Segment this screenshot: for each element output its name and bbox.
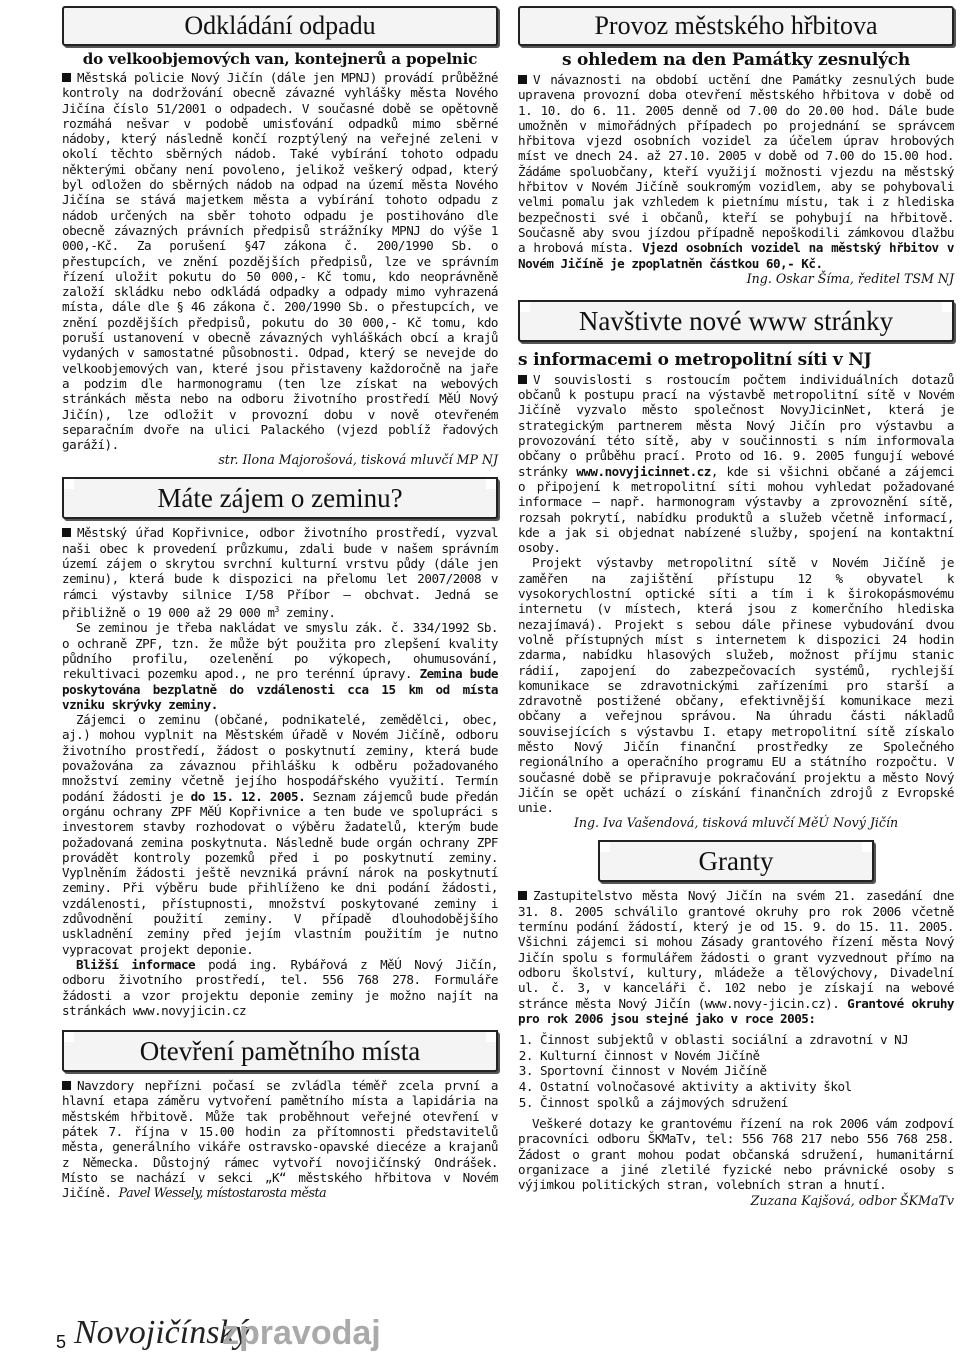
- newsletter-name: Novojičínský: [74, 1314, 250, 1351]
- grant-list: [518, 1032, 954, 1110]
- left-column: [62, 6, 498, 1200]
- list-item: 1. Činnost subjektů v oblasti sociální a zdravotní v NJ: [540, 1032, 954, 1048]
- article-body: V souvislosti s rostoucím počtem individuálních dotazů občanů k postupu prací na výstavbě metropolitní sítě v Novém Jičíně vyzvalo město společnost NovyJicinNet, která je strategickým partnerem města Nový Jičín pro výstavbu a provozování této sítě, aby v součinnosti s ním informovala občany o průběhu prací. Proto od 16. 9. 2005 fungují webové stránky www.novyjicinnet.cz, kde si všichni občané a zájemci o připojení k metropolitní síti mohou vyhledat požadované informace – např. harmonogram výstavby a zprovoznění sítě, rozsah pokrytí, nabídku produktů a služeb včetně informací, kde a jak si objednat nabízené služby, spojení na kontaktní osoby.: [518, 371, 954, 556]
- article-signature: Zuzana Kajšová, odbor ŠKMaTv: [750, 1192, 954, 1208]
- article-paragraph: Se zeminou je třeba nakládat ve smyslu zák. č. 334/1992 Sb. o ochraně ZPF, tzn. že může být použita pro zlepšení kvality půdního profilu, ozelenění po výkopech, ohumusování, rekultivaci pozemku apod., ne pro terénní úpravy. Zemina bude poskytována bezplatně do vzdálenosti cca 15 km od místa vzniku skrývky zeminy.: [62, 620, 498, 712]
- article-title-banner: [62, 477, 498, 519]
- article-paragraph: Veškeré dotazy ke grantovému řízení na rok 2006 vám zodpoví pracovníci odboru ŠKMaTv, tel: 556 768 217 nebo 556 768 258. Žádost o grant mohou podat občanská sdružení, humanitární organizace a jiné zletilé fyzické nebo právnické osoby s výjimkou politických stran, volebních stran a hnutí.: [518, 1116, 954, 1193]
- article-signature: Ing. Oskar Šíma, ředitel TSM NJ: [746, 270, 954, 286]
- list-item: 2. Kulturní činnost v Novém Jičíně: [540, 1048, 954, 1064]
- article-body: Zastupitelstvo města Nový Jičín na svém 21. zasedání dne 31. 8. 2005 schválilo grantové okruhy pro rok 2006 včetně termínu podání žádostí, který je od 15. 9. do 15. 11. 2005. Všichni zájemci si mohou Zásady grantového řízení města Nový Jičín spolu s formulářem žádosti o grant vyzvednout přímo na odboru školství, kultury, mládeže a tělovýchovy, Divadelní ul. č. 3, v kanceláři č. 102 nebo je získají na webové stránce města Nový Jičín (www.novy-jicin.cz). Grantové okruhy pro rok 2006 jsou stejné jako v roce 2005:: [518, 888, 955, 1026]
- article-title-banner: [518, 6, 954, 46]
- newsletter-title: zpravodaj: [222, 1314, 381, 1352]
- article-body: Městský úřad Kopřivnice, odbor životního prostředí, vyzval naši obec k provedení průzkumu, zdali bude v našem správním území zájem o skrytou svrchní kulturní vrstvu půdy (dále jen zeminu), která bude k dispozici na přelomu let 2007/2008 v rámci výstavby silnice I/58 Příbor – obchvat. Jedná se přibližně o 19 000 až 29 000 $m^3$ zeminy.: [62, 525, 498, 621]
- article-body: Městská policie Nový Jičín (dále jen MPNJ) provádí průběžné kontroly na dodržování obecně závazné vyhlášky města Nového Jičína číslo 51/2001 o odpadech. V současné době se opětovně rozmáhá nešvar v podobě umisťování odpadků mimo sběrné nádoby, který následně končí rozptýlený na veřejné zeleni v okolí těchto sběrných nádob. Také vybírání tohoto odpadu některými občany není povoleno, jelikož veškerý odpad, který byl odložen do sběrných nádob na odpad na území města Nového Jičína se stává majetkem města a vybírání tohoto odpadu z nádob určených na sběr tohoto odpadu je postihováno dle obecně závazných právních předpisů strážníky MPNJ do výše 1 000,-Kč. Za porušení §47 zákona č. 200/1990 Sb. o přestupcích, ve znění pozdějších předpisů, lze ve správním řízení uložit pokutu do 50 000,- Kč tomu, kdo neoprávněně založí skládku nebo odkládá odpadky a odpady mimo vyhrazená místa, dále dle § 46 zákona č. 200/1990 Sb. o přestupcích, ve znění pozdějších předpisů, pokutu do 30 000,- Kč tomu, kdo poruší ustanovení v obecně závazných vyhláškách obcí a krajů vydaných v samostatné působnosti. Odpad, který se nevejde do velkoobjemových van, které jsou přistaveny každoročně na jaře a podzim dle harmonogramu (ten lze získat na webových stránkách města nebo na odboru životního prostředí MěÚ Nový Jičín), lze odložit v provozní dobu v nově otevřeném separačním dvoře na ulici Palackého (vjezd poblíž řadových garáží).: [62, 70, 498, 453]
- article-title: Granty: [698, 846, 774, 877]
- article-title: Odkládání odpadu: [184, 11, 376, 40]
- article-title: Navštivte nové www stránky: [578, 305, 894, 336]
- article-title-banner: [598, 840, 874, 882]
- article-paragraph: Zájemci o zeminu (občané, podnikatelé, zemědělci, obec, aj.) mohou vyplnit na Městském úřadě v Novém Jičíně, odboru životního prostředí, žádost o poskytnutí zeminy, která bude považována za závaznou přihlášku k odběru požadovaného množství zeminy včetně jejího hospodářského využití. Termín podání žádosti je do 15. 12. 2005. Seznam zájemců bude předán orgánu ochrany ZPF MěÚ Kopřivnice a ten bude ve spolupráci s investorem stavby rozhodovat o výběru žadatelů, kterým bude požadovaná zemina poskytnuta. Následně bude orgán ochrany ZPF provádět kontroly pozemků před i po poskytnutí zeminy. Vyplněním žádosti ještě nevzniká právní nárok na poskytnutí zeminy. Při výběru bude přihlíženo ke dni podání žádosti, vzdálenosti, přístupnosti, množství poskytované zeminy i zdůvodnění použití zeminy. V případě dlouhodobějšího uskladnění zeminy před jejím vlastním použitím je nutno vypracovat projekt deponie.: [62, 712, 498, 957]
- page-number: 5: [56, 1332, 67, 1352]
- list-item: 3. Sportovní činnost v Novém Jičíně: [540, 1063, 954, 1079]
- page-footer: [56, 1314, 381, 1358]
- right-column: [518, 6, 954, 1208]
- article-subtitle: s informacemi o metropolitní síti v NJ: [518, 349, 872, 370]
- bullet-square-icon: [62, 1081, 71, 1090]
- bullet-square-icon: [518, 375, 527, 384]
- article-signature: Pavel Wessely, místostarosta města: [118, 1185, 327, 1201]
- article-title: Provoz městského hřbitova: [594, 11, 878, 40]
- bullet-square-icon: [518, 891, 527, 900]
- article-signature: str. Ilona Majorošová, tisková mluvčí MP NJ: [218, 452, 498, 468]
- article-title: Máte zájem o zeminu?: [157, 483, 403, 514]
- article-title-banner: [518, 300, 954, 342]
- bullet-square-icon: [62, 73, 71, 82]
- article-signature: Ing. Iva Vašendová, tisková mluvčí MěÚ Nový Jičín: [573, 815, 899, 831]
- article-title: Otevření pamětního místa: [139, 1036, 421, 1067]
- article-title-banner: [62, 1030, 498, 1072]
- article-paragraph: Projekt výstavby metropolitní sítě v Novém Jičíně je zaměřen na zajištění přístupu 12 % obyvatel k vysokorychlostní optické síti a tím i k širokopásmovému internetu (v místech, která jsou z komerčního hlediska nezajímavá). Projekt s sebou dále přinese vybudování dvou volně přístupných míst s internetem k dispozici 24 hodin zdarma, nabídku hlasových služeb, možnost příjmu stanic rádií, zapojení do zabezpečovacích systémů, rychlejší komunikace se zdravotnickými zařízeními pro starší a zdravotně postižené občany, efektivnější komunikace mezi občany a veřejnou správou. Na úhradu části nákladů souvisejících s výstavbu I. etapy metropolitní sítě získalo město Nový Jičín finanční prostředky ze Společného regionálního a operačního programu EU a státního rozpočtu. V současné době se připravuje pokračování projektu a město Nový Jičín se opět uchází o získání finančních zdrojů z Evropské unie.: [518, 555, 954, 816]
- website-link[interactable]: www.novyjicinnet.cz: [576, 463, 711, 479]
- bullet-square-icon: [518, 75, 527, 84]
- article-paragraph: Bližší informace podá ing. Rybářová z MěÚ Nový Jičín, odboru životního prostředí, tel. 556 768 278. Formuláře žádosti a vzor projektu deponie zeminy je možno najít na stránkách www.novyjicin.cz: [62, 956, 498, 1018]
- article-body: V návaznosti na období uctění dne Památky zesnulých bude upravena provozní doba otevření městského hřbitova v době od 1. 10. do 6. 11. 2005 denně od 7.00 do 20.00 hod. Dále bude umožněn v mimořádných případech po projednání se správcem hřbitova vjezd osobních vozidel za účelem úprav hrobových míst ve dnech 24. až 27.10. 2005 v době od 7.00 do 15.00 hod. Žádáme spoluobčany, kteří využijí možnosti vjezdu na městský hřbitov v Novém Jičíně soukromým vozidlem, aby se pohybovali velmi pomalu jak vzhledem k pietnímu místu, tak i z hlediska bezpečnosti své i občanů, kteří se pohybují na hřbitově. Současně aby svou jízdou případně nepoškodili zámkovou dlažbu a hrobová místa. Vjezd osobních vozidel na městský hřbitov v Novém Jičíně je zpoplatněn částkou 60,- Kč.: [518, 72, 954, 271]
- article-subtitle: do velkoobjemových van, kontejnerů a popelnic: [82, 50, 478, 68]
- article-title-banner: [62, 6, 498, 46]
- article-body: Navzdory nepřízni počasí se zvládla téměř zcela první a hlavní etapa záměru vytvoření pamětního místa a lapidária na městském hřbitově. Může tak proběhnout veřejné otevření v pátek 7. října v 15.00 hodin za přítomnosti představitelů města, generálního vikáře ostravsko-opavské diecéze a krajanů z Německa. Důstojný rámec vytvoří novojičínský Ondrášek. Místo se nachází v sekci „K“ městského hřbitova v Novém Jičíně. Pavel Wessely, místostarosta města: [62, 1078, 498, 1201]
- bullet-square-icon: [62, 528, 71, 537]
- article-subtitle: s ohledem na den Památky zesnulých: [561, 50, 911, 70]
- list-item: 5. Činnost spolků a zájmových sdružení: [540, 1095, 954, 1111]
- list-item: 4. Ostatní volnočasové aktivity a aktivity škol: [540, 1079, 954, 1095]
